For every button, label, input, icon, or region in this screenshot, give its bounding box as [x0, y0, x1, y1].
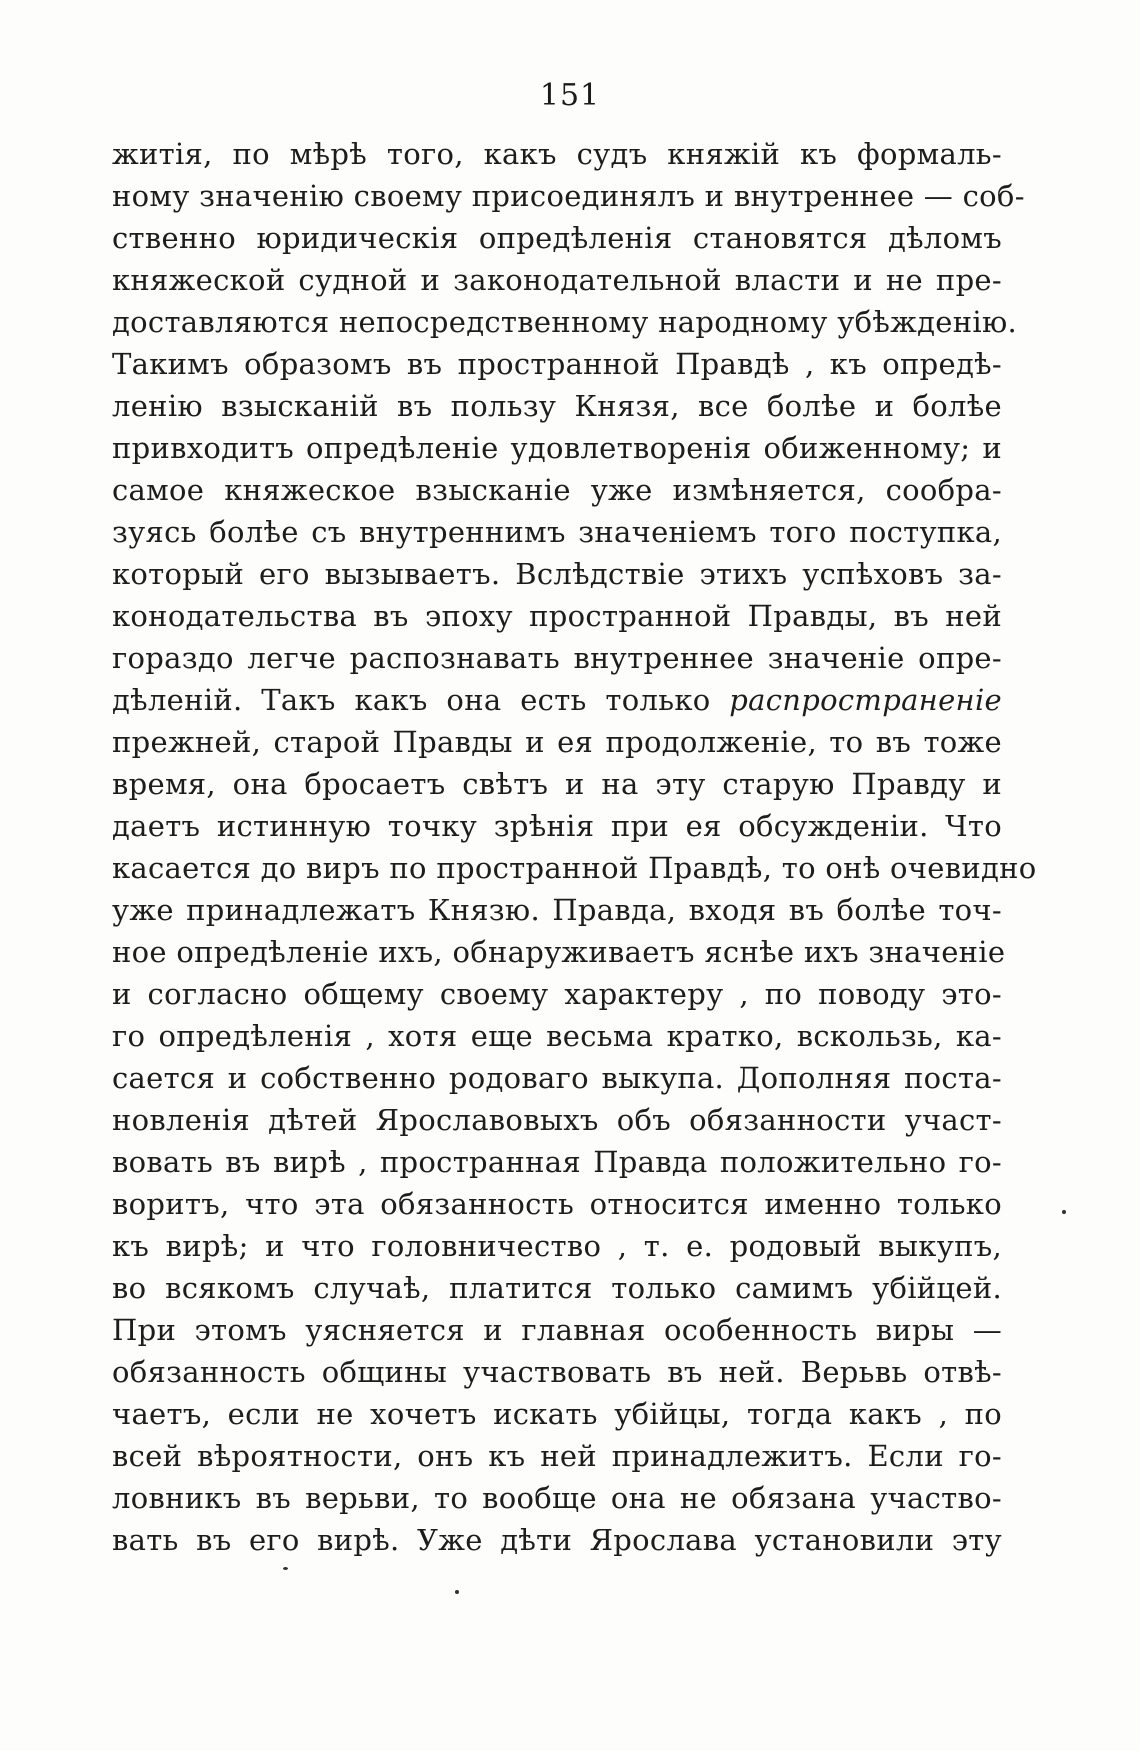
text-line: привходитъ опредѣленіе удовлетворенія обиженному; и — [112, 431, 1002, 465]
print-speck — [455, 1590, 459, 1594]
text-line: доставляются непосредственному народному убѣжденію. — [112, 305, 1018, 339]
text-line: во всякомъ случаѣ, платится только самимъ убійцей. — [112, 1271, 1002, 1305]
text-line: даетъ истинную точку зрѣнія при ея обсужденіи. Что — [112, 809, 1002, 843]
text-line: прежней, старой Правды и ея продолженіе, то въ тоже — [112, 725, 1002, 759]
text-line: воритъ, что эта обязанность относится именно только — [112, 1187, 1002, 1221]
text-line: конодательства въ эпоху пространной Правды, въ ней — [112, 599, 1002, 633]
text-line: ленію взысканій въ пользу Князя, все болѣе и болѣе — [112, 389, 1002, 423]
text-line: ное опредѣленіе ихъ, обнаруживаетъ яснѣе ихъ значеніе — [112, 935, 1006, 969]
text-line: и согласно общему своему характеру , по поводу это- — [112, 977, 1002, 1011]
text-line: чаетъ, если не хочетъ искать убійцы, тогда какъ , по — [112, 1397, 1002, 1431]
text-line: ловникъ въ верьви, то вообще она не обязана участво- — [112, 1481, 1002, 1515]
page-number: 151 — [539, 78, 601, 113]
print-speck — [1062, 1210, 1066, 1214]
text-line: зуясь болѣе съ внутреннимъ значеніемъ того поступка, — [112, 515, 1002, 549]
text-line: гораздо легче распознавать внутреннее значеніе опре- — [112, 641, 1002, 675]
text-line: Такимъ образомъ въ пространной Правдѣ , къ опредѣ- — [112, 347, 1002, 381]
text-line: княжеской судной и законодательной власти и не пре- — [112, 263, 1002, 297]
text-line: время, она бросаетъ свѣтъ и на эту старую Правду и — [112, 767, 1002, 801]
body-text — [112, 133, 1037, 1561]
text-line: При этомъ уясняется и главная особенность виры — — [112, 1313, 1002, 1347]
text-line: сается и собственно родоваго выкупа. Дополняя поста- — [112, 1061, 1002, 1095]
text-line: самое княжеское взысканіе уже измѣняется, сообра- — [112, 473, 1002, 507]
text-line: уже принадлежатъ Князю. Правда, входя въ болѣе точ- — [112, 893, 1002, 927]
text-line: всей вѣроятности, онъ къ ней принадлежитъ. Если го- — [112, 1439, 1002, 1473]
text-line: ному значенію своему присоединялъ и внутреннее — соб- — [112, 179, 1025, 213]
text-line: го опредѣленія , хотя еще весьма кратко, вскользь, ка- — [112, 1019, 1002, 1053]
text-line: житія, по мѣрѣ того, какъ судъ княжій къ формаль- — [112, 137, 1002, 171]
text-line: ственно юридическія опредѣленія становятся дѣломъ — [112, 221, 1002, 255]
emphasized-word: распространеніе — [729, 683, 1002, 717]
text-line: новленія дѣтей Ярославовыхъ объ обязанности участ- — [112, 1103, 1002, 1137]
text-line: дѣленій. Такъ какъ она есть только распространеніе — [112, 683, 1002, 717]
print-speck — [283, 1567, 288, 1570]
text-line: который его вызываетъ. Вслѣдствіе этихъ успѣховъ за- — [112, 557, 1002, 591]
text-line: вовать въ вирѣ , пространная Правда положительно го- — [112, 1145, 1002, 1179]
text-line: обязанность общины участвовать въ ней. Верьвь отвѣ- — [112, 1355, 1002, 1389]
text-line: вать въ его вирѣ. Уже дѣти Ярослава установили эту — [112, 1523, 1002, 1557]
text-line: касается до виръ по пространной Правдѣ, то онѣ очевидно — [112, 851, 1037, 885]
text-line: къ вирѣ; и что головничество , т. е. родовый выкупъ, — [112, 1229, 1002, 1263]
